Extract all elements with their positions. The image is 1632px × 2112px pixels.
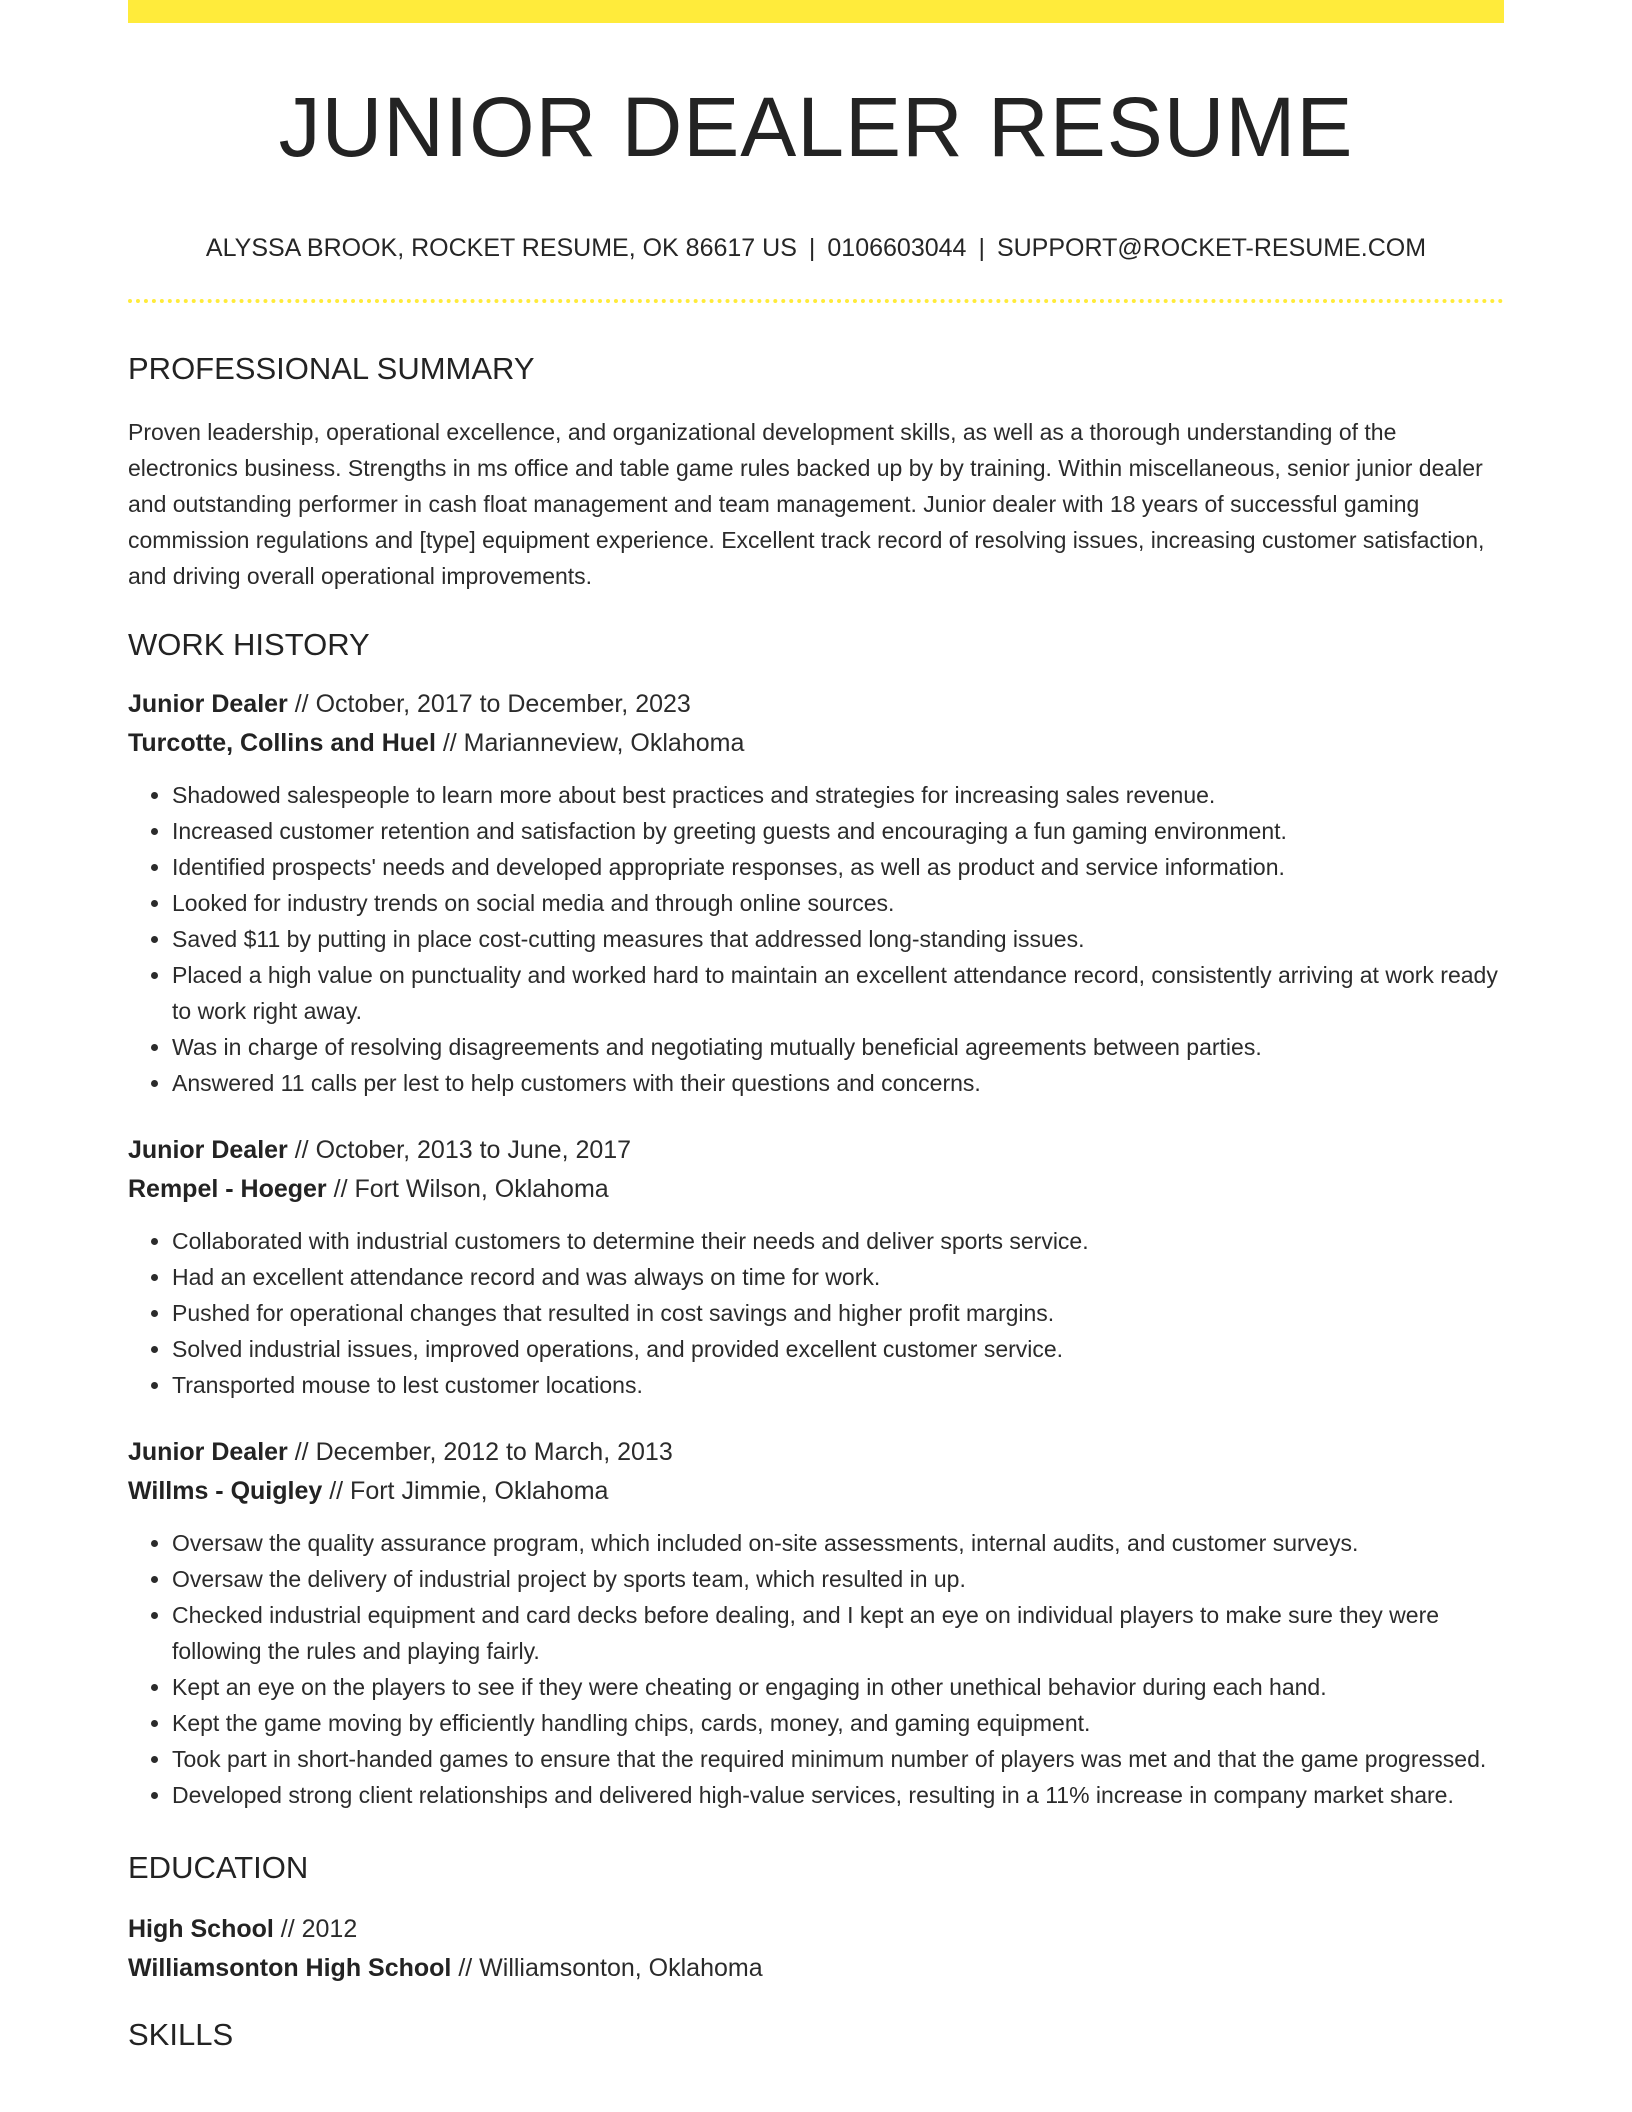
job-entry — [128, 685, 1504, 1101]
job-location: // Fort Wilson, Oklahoma — [326, 1174, 609, 1203]
job-title-line — [128, 1433, 1504, 1472]
job-dates: // October, 2017 to December, 2023 — [287, 689, 691, 718]
resume-title: JUNIOR DEALER RESUME — [278, 80, 1354, 174]
skills-heading: SKILLS — [128, 2016, 234, 2052]
list-item: • Collaborated with industrial customers to determine their needs and deliver sports service. — [172, 1223, 1504, 1259]
job-bullets — [128, 1525, 1504, 1813]
job-title-line — [128, 685, 1504, 724]
summary-text: Proven leadership, operational excellence, and organizational development skills, as well as a thorough understanding of the electronics business. Strengths in ms office and table game rules backed up by by training. Within miscellaneous, senior junior dealer and outstanding performer in cash float management and team management. Junior dealer with 18 years of successful gaming commission regulations and [type] equipment experience. Excellent track record of resolving issues, increasing customer satisfaction, and driving overall operational improvements. — [128, 418, 1485, 589]
education-location: // Williamsonton, Oklahoma — [451, 1953, 763, 1982]
job-title: Junior Dealer — [128, 1135, 288, 1164]
list-item: • Kept an eye on the players to see if they were cheating or engaging in other unethical behavior during each hand. — [172, 1669, 1504, 1705]
contact-email: SUPPORT@ROCKET-RESUME.COM — [996, 234, 1427, 263]
contact-address: ALYSSA BROOK, ROCKET RESUME, OK 86617 US — [205, 234, 797, 263]
job-location: // Marianneview, Oklahoma — [435, 728, 745, 757]
summary-heading: PROFESSIONAL SUMMARY — [128, 351, 535, 387]
job-dates: // October, 2013 to June, 2017 — [287, 1135, 632, 1164]
contact-line — [128, 233, 1504, 263]
list-item: • Was in charge of resolving disagreements and negotiating mutually beneficial agreements between parties. — [172, 1029, 1504, 1065]
list-item: • Transported mouse to lest customer locations. — [172, 1367, 1504, 1403]
list-item: • Pushed for operational changes that resulted in cost savings and higher profit margins. — [172, 1295, 1504, 1331]
education-school: Williamsonton High School — [128, 1953, 452, 1982]
job-company-line — [128, 1170, 1504, 1209]
education-school-line — [128, 1949, 1504, 1988]
accent-bar — [128, 0, 1504, 23]
job-dates: // December, 2012 to March, 2013 — [287, 1437, 673, 1466]
job-title: Junior Dealer — [128, 1437, 288, 1466]
education-entry — [128, 1910, 1504, 1988]
list-item: • Identified prospects' needs and developed appropriate responses, as well as product and service information. — [172, 849, 1504, 885]
job-company: Rempel - Hoeger — [128, 1174, 327, 1203]
job-entry — [128, 1433, 1504, 1813]
education-heading: EDUCATION — [128, 1849, 309, 1885]
list-item: • Increased customer retention and satisfaction by greeting guests and encouraging a fun gaming environment. — [172, 813, 1504, 849]
contact-separator: | — [978, 234, 985, 263]
job-title: Junior Dealer — [128, 689, 288, 718]
list-item: • Had an excellent attendance record and was always on time for work. — [172, 1259, 1504, 1295]
resume-page — [128, 0, 1504, 2053]
education-degree: High School — [128, 1914, 274, 1943]
job-company-line — [128, 1472, 1504, 1511]
contact-separator: | — [808, 234, 816, 263]
job-company: Turcotte, Collins and Huel — [128, 728, 436, 757]
education-year: // 2012 — [273, 1914, 358, 1943]
list-item: • Saved $11 by putting in place cost-cutting measures that addressed long-standing issues. — [172, 921, 1504, 957]
list-item: • Oversaw the delivery of industrial project by sports team, which resulted in up. — [172, 1561, 1504, 1597]
list-item: • Kept the game moving by efficiently handling chips, cards, money, and gaming equipment. — [172, 1705, 1504, 1741]
job-location: // Fort Jimmie, Oklahoma — [322, 1476, 609, 1505]
list-item: • Checked industrial equipment and card decks before dealing, and I kept an eye on individual players to make sure they were following the rules and playing fairly. — [172, 1597, 1504, 1669]
job-bullets — [128, 1223, 1504, 1403]
list-item: • Answered 11 calls per lest to help customers with their questions and concerns. — [172, 1065, 1504, 1101]
dotted-divider — [128, 299, 1504, 303]
job-entry — [128, 1131, 1504, 1403]
contact-phone: 0106603044 — [827, 234, 967, 263]
job-title-line — [128, 1131, 1504, 1170]
list-item: • Solved industrial issues, improved operations, and provided excellent customer service. — [172, 1331, 1504, 1367]
list-item: • Placed a high value on punctuality and worked hard to maintain an excellent attendance record, consistently arriving at work ready to work right away. — [172, 957, 1504, 1029]
education-degree-line — [128, 1910, 1504, 1949]
job-company: Willms - Quigley — [128, 1476, 323, 1505]
list-item: • Looked for industry trends on social media and through online sources. — [172, 885, 1504, 921]
list-item: • Shadowed salespeople to learn more about best practices and strategies for increasing sales revenue. — [172, 777, 1504, 813]
list-item: • Developed strong client relationships and delivered high-value services, resulting in a 11% increase in company market share. — [172, 1777, 1504, 1813]
list-item: • Oversaw the quality assurance program, which included on-site assessments, internal audits, and customer surveys. — [172, 1525, 1504, 1561]
job-company-line — [128, 724, 1504, 763]
job-bullets — [128, 777, 1504, 1101]
list-item: • Took part in short-handed games to ensure that the required minimum number of players was met and that the game progressed. — [172, 1741, 1504, 1777]
work-history-heading: WORK HISTORY — [128, 626, 370, 662]
